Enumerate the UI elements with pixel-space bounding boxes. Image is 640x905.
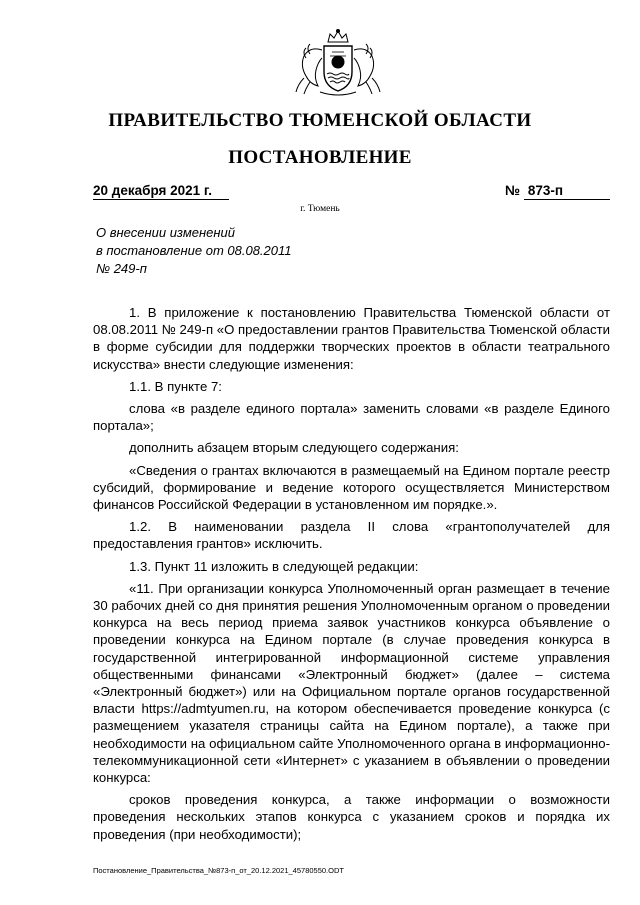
paragraph: 1.2. В наименовании раздела II слова «грантополучателей для предоставления грантов» исключить.: [93, 519, 610, 552]
file-name-footer: Постановление_Правительства_№873-п_от_20.12.2021_45780550.ODT: [93, 866, 344, 875]
subject-line: в постановление от 08.08.2011: [96, 243, 292, 258]
subject-line: О внесении изменений: [96, 225, 235, 240]
paragraph: 1.3. Пункт 11 изложить в следующей редакции:: [129, 558, 419, 574]
government-title: ПРАВИТЕЛЬСТВО ТЮМЕНСКОЙ ОБЛАСТИ: [108, 110, 532, 131]
number-sign: №: [505, 183, 521, 198]
paragraph: слова «в разделе единого портала» заменить словами «в разделе Единого портала»;: [93, 401, 610, 434]
paragraph: 1.1. В пункте 7:: [129, 378, 222, 394]
paragraph: сроков проведения конкурса, а также информации о возможности проведения нескольких этапов конкурса с указанием сроков и порядка их проведения (при необходимости);: [93, 792, 610, 842]
number-value: 873-п: [524, 183, 610, 200]
document-type: ПОСТАНОВЛЕНИЕ: [228, 147, 412, 168]
paragraph: дополнить абзацем вторым следующего содержания:: [129, 440, 459, 456]
subject-line: № 249-п: [96, 261, 147, 276]
paragraph: «Сведения о грантах включаются в размещаемый на Едином портале реестр субсидий, формирование и ведение которого осуществляется Министерством финансов Российской Федерации в установленном им порядке.».: [93, 462, 610, 513]
document-number: [505, 183, 610, 200]
coat-of-arms-icon: [292, 28, 384, 98]
paragraph: «11. При организации конкурса Уполномоченный орган размещает в течение 30 рабочих дней со дня принятия решения Уполномоченным органом о проведении конкурса на весь период приема заявок участников конкурса объявление о проведении конкурса на Едином портале (в случае проведения конкурса в государственной интегрированной информационной системе управления общественными финансами «Электронный бюджет» (далее – система «Электронный бюджет») или на Официальном портале органов государственной власти https://admtyumen.ru, на котором обеспечивается проведение конкурса (с размещением указателя страницы сайта на Едином портале), а также при необходимости на официальном сайте Уполномоченного органа в информационно-телекоммуникационной сети «Интернет» с указанием в объявлении о проведении конкурса:: [93, 580, 610, 786]
city-name: г. Тюмень: [300, 204, 340, 214]
document-date: 20 декабря 2021 г.: [93, 183, 229, 200]
document-body: [93, 304, 610, 848]
paragraph: 1. В приложение к постановлению Правительства Тюменской области от 08.08.2011 № 249-п «О предоставлении грантов Правительства Тюменской области в форме субсидии для поддержки творческих проектов в области театрального искусства» внести следующие изменения:: [93, 305, 610, 372]
document-subject: [96, 224, 376, 278]
